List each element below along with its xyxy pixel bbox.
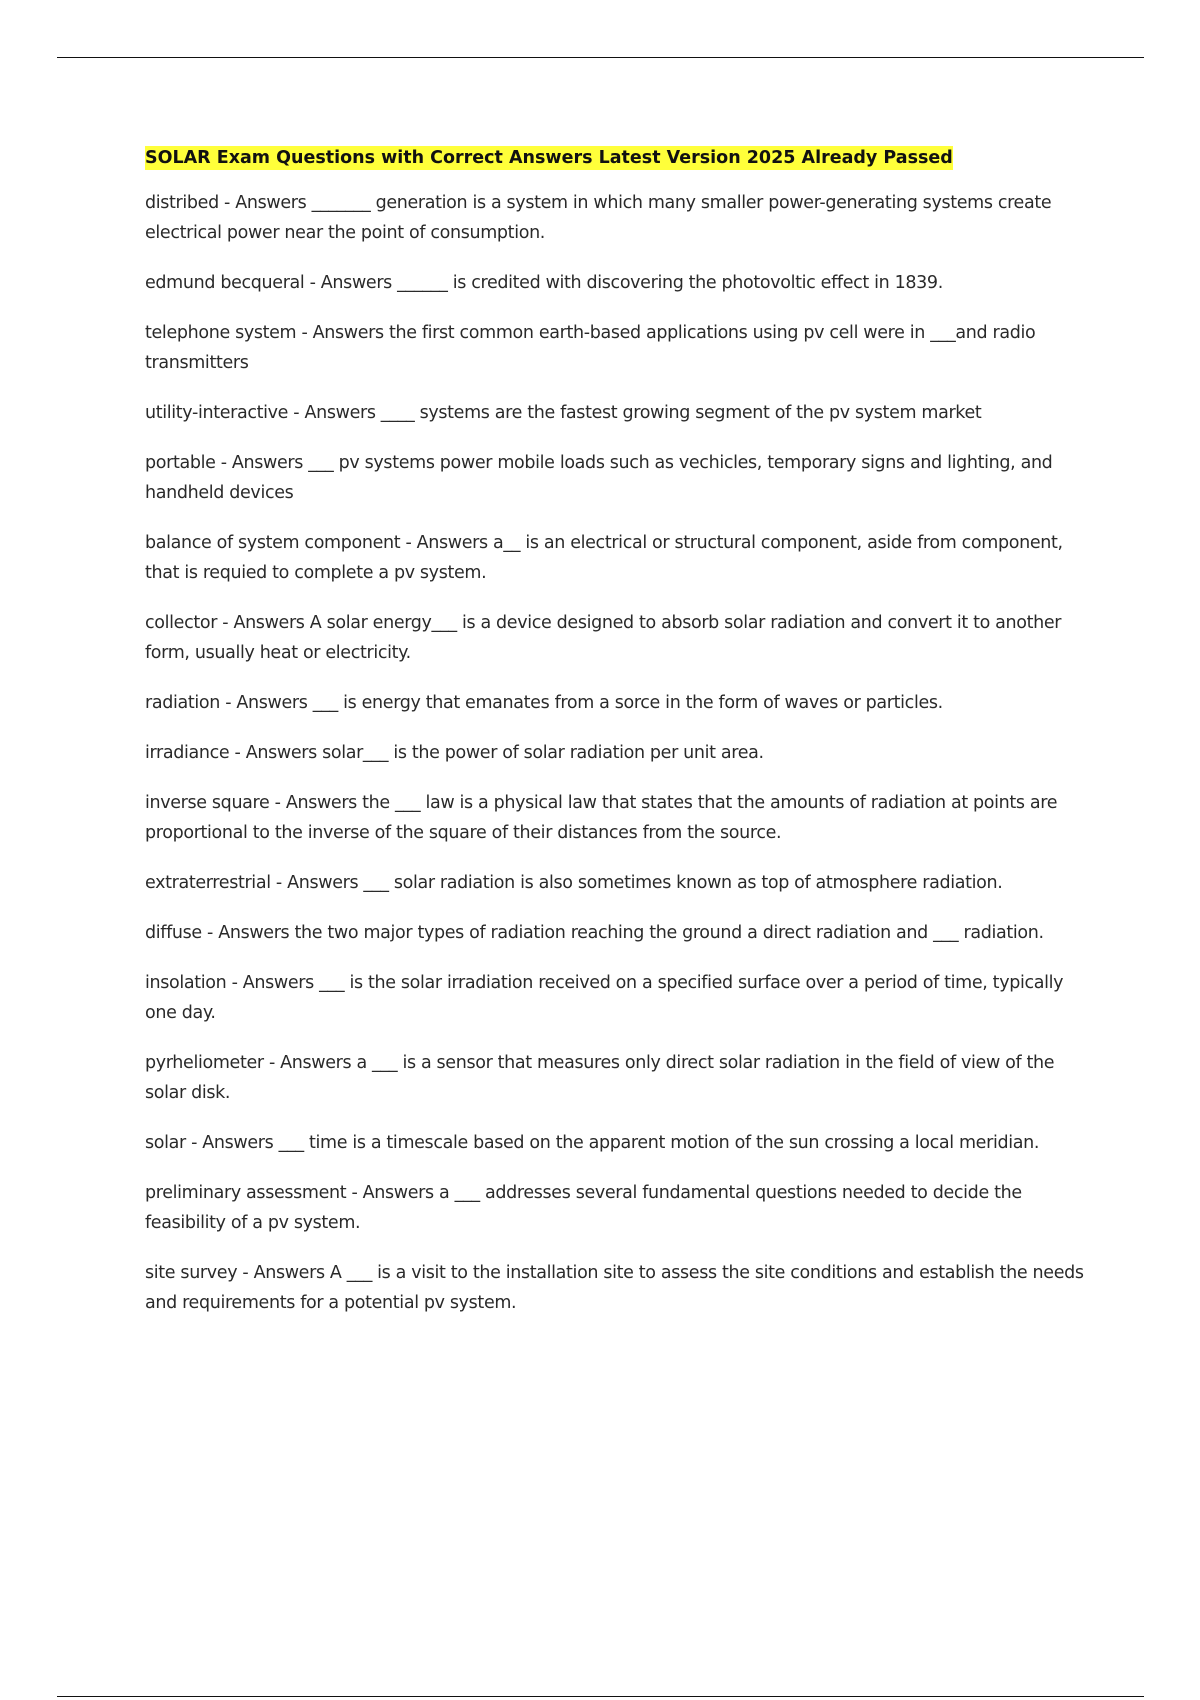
qa-item: solar - Answers ___ time is a timescale based on the apparent motion of the sun crossing a local meridian. xyxy=(145,1133,1040,1153)
highlighted-title-text: SOLAR Exam Questions with Correct Answers Latest Version 2025 Already Passed xyxy=(145,148,953,168)
qa-item: portable - Answers ___ pv systems power mobile loads such as vechicles, temporary signs and lighting, and handheld devices xyxy=(145,453,1053,503)
qa-item: site survey - Answers A ___ is a visit to the installation site to assess the site conditions and establish the needs and requirements for a potential pv system. xyxy=(145,1263,1084,1313)
qa-item: balance of system component - Answers a__ is an electrical or structural component, aside from component, that is requied to complete a pv system. xyxy=(145,533,1063,583)
qa-item: insolation - Answers ___ is the solar irradiation received on a specified surface over a period of time, typically one day. xyxy=(145,973,1064,1023)
qa-item: pyrheliometer - Answers a ___ is a sensor that measures only direct solar radiation in the field of view of the solar disk. xyxy=(145,1053,1055,1103)
qa-item: distribed - Answers _______ generation is a system in which many smaller power-generating systems create electrical power near the point of consumption. xyxy=(145,193,1052,243)
qa-item: diffuse - Answers the two major types of radiation reaching the ground a direct radiation and ___ radiation. xyxy=(145,923,1044,943)
qa-item: preliminary assessment - Answers a ___ addresses several fundamental questions needed to decide the feasibility of a pv system. xyxy=(145,1183,1022,1233)
footer-rule xyxy=(57,1696,1144,1697)
qa-item: collector - Answers A solar energy___ is a device designed to absorb solar radiation and convert it to another form, usually heat or electricity. xyxy=(145,613,1062,663)
qa-item: irradiance - Answers solar___ is the power of solar radiation per unit area. xyxy=(145,743,764,763)
qa-item: telephone system - Answers the first common earth-based applications using pv cell were in ___and radio transmitters xyxy=(145,323,1036,373)
qa-item: inverse square - Answers the ___ law is a physical law that states that the amounts of radiation at points are proportional to the inverse of the square of their distances from the source. xyxy=(145,793,1058,843)
document-title xyxy=(145,144,1090,172)
qa-item: radiation - Answers ___ is energy that emanates from a sorce in the form of waves or particles. xyxy=(145,693,943,713)
qa-item: edmund becqueral - Answers ______ is credited with discovering the photovoltic effect in 1839. xyxy=(145,273,943,293)
document-body xyxy=(145,144,1090,1338)
qa-item: extraterrestrial - Answers ___ solar radiation is also sometimes known as top of atmosphere radiation. xyxy=(145,873,1003,893)
header-rule xyxy=(57,57,1144,58)
qa-item: utility-interactive - Answers ____ systems are the fastest growing segment of the pv system market xyxy=(145,403,982,423)
